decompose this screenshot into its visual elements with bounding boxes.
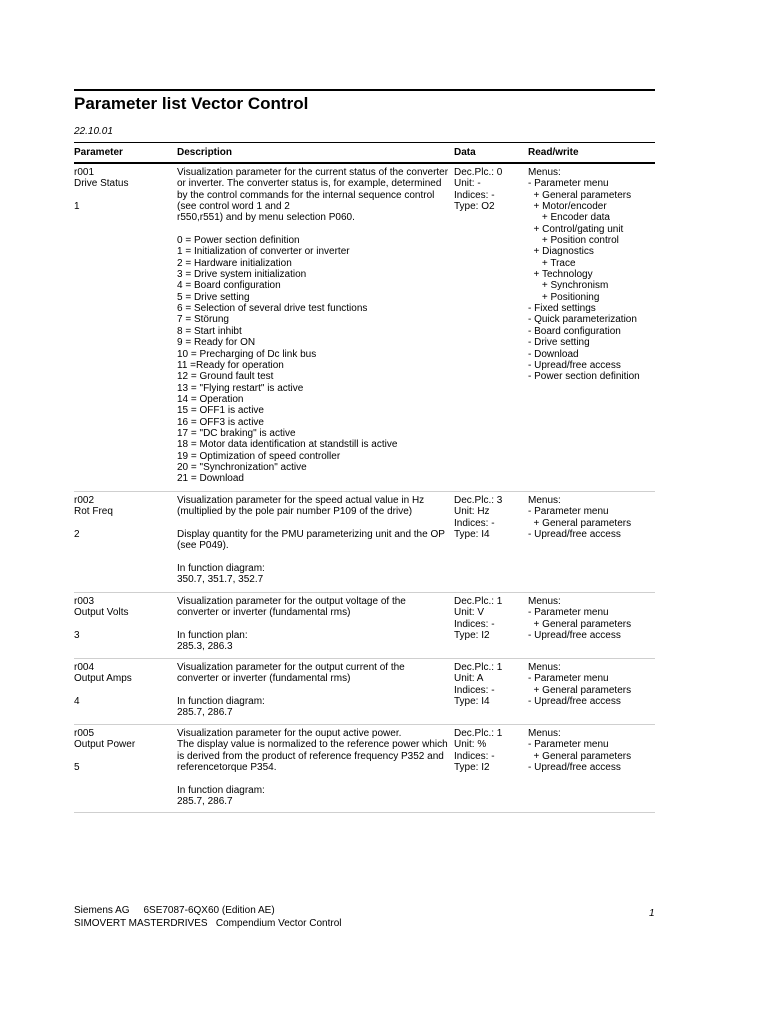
parameter-cell-line: Output Volts (74, 607, 129, 619)
description-cell-line: 6 = Selection of several drive test functions (177, 303, 368, 315)
description-cell-line: The display value is normalized to the reference power which (177, 739, 448, 751)
parameter-cell-line: Output Amps (74, 673, 132, 685)
read-write-cell-line: + Position control (528, 235, 619, 247)
read-write-cell-line: - Upread/free access (528, 630, 621, 642)
read-write-cell-line: Menus: (528, 596, 561, 607)
data-cell (454, 728, 526, 773)
data-cell-line: Dec.Plc.: 3 (454, 495, 503, 506)
read-write-cell-line: + Diagnostics (528, 246, 594, 258)
top-rule (74, 89, 655, 91)
description-cell-line: 7 = Störung (177, 314, 229, 326)
data-cell-line: Indices: - (454, 517, 495, 529)
description-cell-line: 16 = OFF3 is active (177, 416, 264, 428)
data-cell-line: Dec.Plc.: 1 (454, 662, 503, 673)
description-cell-line (177, 552, 454, 563)
parameter-cell-line (74, 751, 174, 762)
read-write-cell-line: - Download (528, 348, 579, 360)
description-cell-line: Visualization parameter for the current status of the converter (177, 167, 449, 178)
data-cell-line: Unit: Hz (454, 506, 490, 518)
description-cell-line: 20 = "Synchronization" active (177, 461, 307, 473)
read-write-cell-line: - Fixed settings (528, 303, 596, 315)
parameter-cell-line (74, 619, 174, 630)
header-bottom-rule (74, 162, 655, 164)
read-write-cell-line: + General parameters (528, 189, 632, 201)
description-cell (177, 167, 454, 485)
description-cell-line: referencetorque P354. (177, 762, 277, 774)
parameter-cell-line: Drive Status (74, 178, 129, 190)
read-write-cell-line: - Drive setting (528, 337, 590, 349)
data-cell-line: Unit: - (454, 178, 481, 190)
read-write-cell (528, 728, 658, 773)
read-write-cell-line: Menus: (528, 167, 561, 178)
parameter-cell-line: 1 (74, 201, 80, 213)
read-write-cell-line: + Motor/encoder (528, 201, 607, 213)
description-cell-line: 285.7, 286.7 (177, 707, 233, 719)
description-cell-line (177, 518, 454, 529)
description-cell (177, 728, 454, 807)
description-cell-line: 2 = Hardware initialization (177, 257, 292, 269)
description-cell-line: by the control commands for the internal sequence control (177, 189, 435, 201)
parameter-cell-line: 4 (74, 696, 80, 708)
read-write-cell-line: - Upread/free access (528, 696, 621, 708)
parameter-cell-line: 3 (74, 630, 80, 642)
description-cell-line: Visualization parameter for the output voltage of the (177, 596, 406, 607)
data-cell-line: Unit: V (454, 607, 485, 619)
description-cell-line: Visualization parameter for the speed actual value in Hz (177, 495, 425, 506)
read-write-cell-line: + Technology (528, 269, 593, 281)
read-write-cell-line: - Power section definition (528, 371, 640, 383)
data-cell-line: Indices: - (454, 618, 495, 630)
read-write-cell-line: - Parameter menu (528, 739, 609, 751)
description-cell-line: 13 = "Flying restart" is active (177, 382, 304, 394)
description-cell-line: is derived from the product of reference frequency P352 and (177, 750, 444, 762)
description-cell-line: 5 = Drive setting (177, 291, 250, 303)
description-cell-line: 11 =Ready for operation (177, 359, 284, 371)
data-cell-line: Type: I4 (454, 529, 490, 541)
footer-product-line: SIMOVERT MASTERDRIVES Compendium Vector Control (74, 918, 342, 929)
description-cell-line: (see control word 1 and 2 (177, 201, 290, 213)
description-cell-line: or inverter. The converter status is, for example, determined (177, 178, 442, 190)
read-write-cell-line: - Parameter menu (528, 673, 609, 685)
data-cell (454, 662, 526, 707)
column-header-data: Data (454, 147, 476, 158)
parameter-cell (74, 728, 174, 773)
data-cell-line: Indices: - (454, 684, 495, 696)
parameter-cell-line: r004 (74, 662, 95, 673)
parameter-cell-line: r001 (74, 167, 95, 178)
read-write-cell-line: - Upread/free access (528, 762, 621, 774)
description-cell-line: 1 = Initialization of converter or inverter (177, 246, 350, 258)
row-separator (74, 658, 655, 659)
description-cell-line: 3 = Drive system initialization (177, 269, 307, 281)
read-write-cell-line: + Encoder data (528, 212, 610, 224)
description-cell-line: (see P049). (177, 540, 229, 552)
description-cell-line: 15 = OFF1 is active (177, 405, 264, 417)
parameter-cell-line: r005 (74, 728, 95, 739)
data-cell-line: Type: I2 (454, 630, 490, 642)
read-write-cell-line: + Positioning (528, 291, 600, 303)
document-date: 22.10.01 (74, 126, 113, 137)
description-cell-line: 350.7, 351.7, 352.7 (177, 574, 264, 586)
column-header-description: Description (177, 147, 233, 158)
read-write-cell (528, 596, 658, 641)
parameter-cell-line (74, 190, 174, 201)
description-cell-line: 18 = Motor data identification at standstill is active (177, 439, 398, 451)
read-write-cell-line: + General parameters (528, 750, 632, 762)
description-cell (177, 495, 454, 586)
description-cell-line: r550,r551) and by menu selection P060. (177, 212, 355, 224)
description-cell (177, 596, 454, 653)
page-title: Parameter list Vector Control (74, 94, 309, 113)
parameter-cell-line (74, 685, 174, 696)
description-cell-line: 285.7, 286.7 (177, 796, 233, 808)
read-write-cell-line: - Board configuration (528, 325, 621, 337)
data-cell-line: Unit: % (454, 739, 487, 751)
description-cell-line: In function diagram: (177, 696, 265, 708)
data-cell-line: Indices: - (454, 750, 495, 762)
read-write-cell-line: + General parameters (528, 684, 632, 696)
description-cell-line: converter or inverter (fundamental rms) (177, 607, 351, 619)
footer-company-line: Siemens AG 6SE7087-6QX60 (Edition AE) (74, 905, 275, 916)
read-write-cell-line: - Upread/free access (528, 529, 621, 541)
read-write-cell-line: + General parameters (528, 517, 632, 529)
description-cell-line: 8 = Start inhibt (177, 325, 242, 337)
data-cell-line: Type: I4 (454, 696, 490, 708)
data-cell-line: Unit: A (454, 673, 484, 685)
read-write-cell-line: - Quick parameterization (528, 314, 637, 326)
parameter-cell-line: r002 (74, 495, 95, 506)
description-cell-line: 4 = Board configuration (177, 280, 281, 292)
parameter-cell (74, 495, 174, 540)
parameter-cell (74, 167, 174, 212)
read-write-cell (528, 167, 658, 383)
parameter-cell (74, 662, 174, 707)
parameter-cell (74, 596, 174, 641)
parameter-cell-line: 5 (74, 762, 80, 774)
description-cell-line (177, 773, 454, 784)
data-cell-line: Dec.Plc.: 0 (454, 167, 503, 178)
description-cell-line (177, 224, 454, 235)
parameter-cell-line: Rot Freq (74, 506, 113, 518)
read-write-cell-line: Menus: (528, 662, 561, 673)
column-header-parameter: Parameter (74, 147, 123, 158)
parameter-cell-line: 2 (74, 529, 80, 541)
description-cell-line: 0 = Power section definition (177, 235, 300, 247)
description-cell-line: Visualization parameter for the ouput active power. (177, 728, 402, 739)
data-cell-line: Indices: - (454, 189, 495, 201)
data-cell-line: Type: O2 (454, 201, 495, 213)
description-cell-line: converter or inverter (fundamental rms) (177, 673, 351, 685)
description-cell-line: Display quantity for the PMU parameterizing unit and the OP (177, 529, 445, 541)
data-cell-line: Dec.Plc.: 1 (454, 728, 503, 739)
read-write-cell-line: Menus: (528, 495, 561, 506)
description-cell-line: 10 = Precharging of Dc link bus (177, 348, 317, 360)
description-cell-line: Visualization parameter for the output current of the (177, 662, 405, 673)
data-cell-line: Dec.Plc.: 1 (454, 596, 503, 607)
read-write-cell-line: + Synchronism (528, 280, 609, 292)
read-write-cell-line: - Parameter menu (528, 506, 609, 518)
read-write-cell-line: + Trace (528, 257, 576, 269)
description-cell-line: In function diagram: (177, 784, 265, 796)
page-number: 1 (649, 908, 655, 919)
parameter-cell-line: r003 (74, 596, 95, 607)
row-separator (74, 592, 655, 593)
column-header-read-write: Read/write (528, 147, 579, 158)
row-separator (74, 724, 655, 725)
description-cell-line: 21 = Download (177, 473, 244, 485)
description-cell-line: 19 = Optimization of speed controller (177, 450, 341, 462)
description-cell-line (177, 619, 454, 630)
description-cell (177, 662, 454, 719)
description-cell-line: 17 = "DC braking" is active (177, 427, 296, 439)
description-cell-line: In function plan: (177, 630, 248, 642)
description-cell-line: In function diagram: (177, 563, 265, 575)
read-write-cell-line: - Upread/free access (528, 359, 621, 371)
read-write-cell-line: - Parameter menu (528, 607, 609, 619)
read-write-cell-line: + Control/gating unit (528, 223, 624, 235)
description-cell-line: 12 = Ground fault test (177, 371, 274, 383)
read-write-cell-line: Menus: (528, 728, 561, 739)
description-cell-line: 14 = Operation (177, 393, 244, 405)
read-write-cell-line: + General parameters (528, 618, 632, 630)
read-write-cell-line: - Parameter menu (528, 178, 609, 190)
row-separator (74, 812, 655, 813)
parameter-cell-line (74, 518, 174, 529)
read-write-cell (528, 662, 658, 707)
data-cell-line: Type: I2 (454, 762, 490, 774)
description-cell-line: 9 = Ready for ON (177, 337, 256, 349)
description-cell-line: (multiplied by the pole pair number P109 of the drive) (177, 506, 413, 518)
data-cell (454, 596, 526, 641)
parameter-cell-line: Output Power (74, 739, 136, 751)
data-cell (454, 167, 526, 212)
read-write-cell (528, 495, 658, 540)
description-cell-line (177, 685, 454, 696)
data-cell (454, 495, 526, 540)
header-top-rule (74, 142, 655, 143)
description-cell-line: 285.3, 286.3 (177, 641, 233, 653)
row-separator (74, 491, 655, 492)
